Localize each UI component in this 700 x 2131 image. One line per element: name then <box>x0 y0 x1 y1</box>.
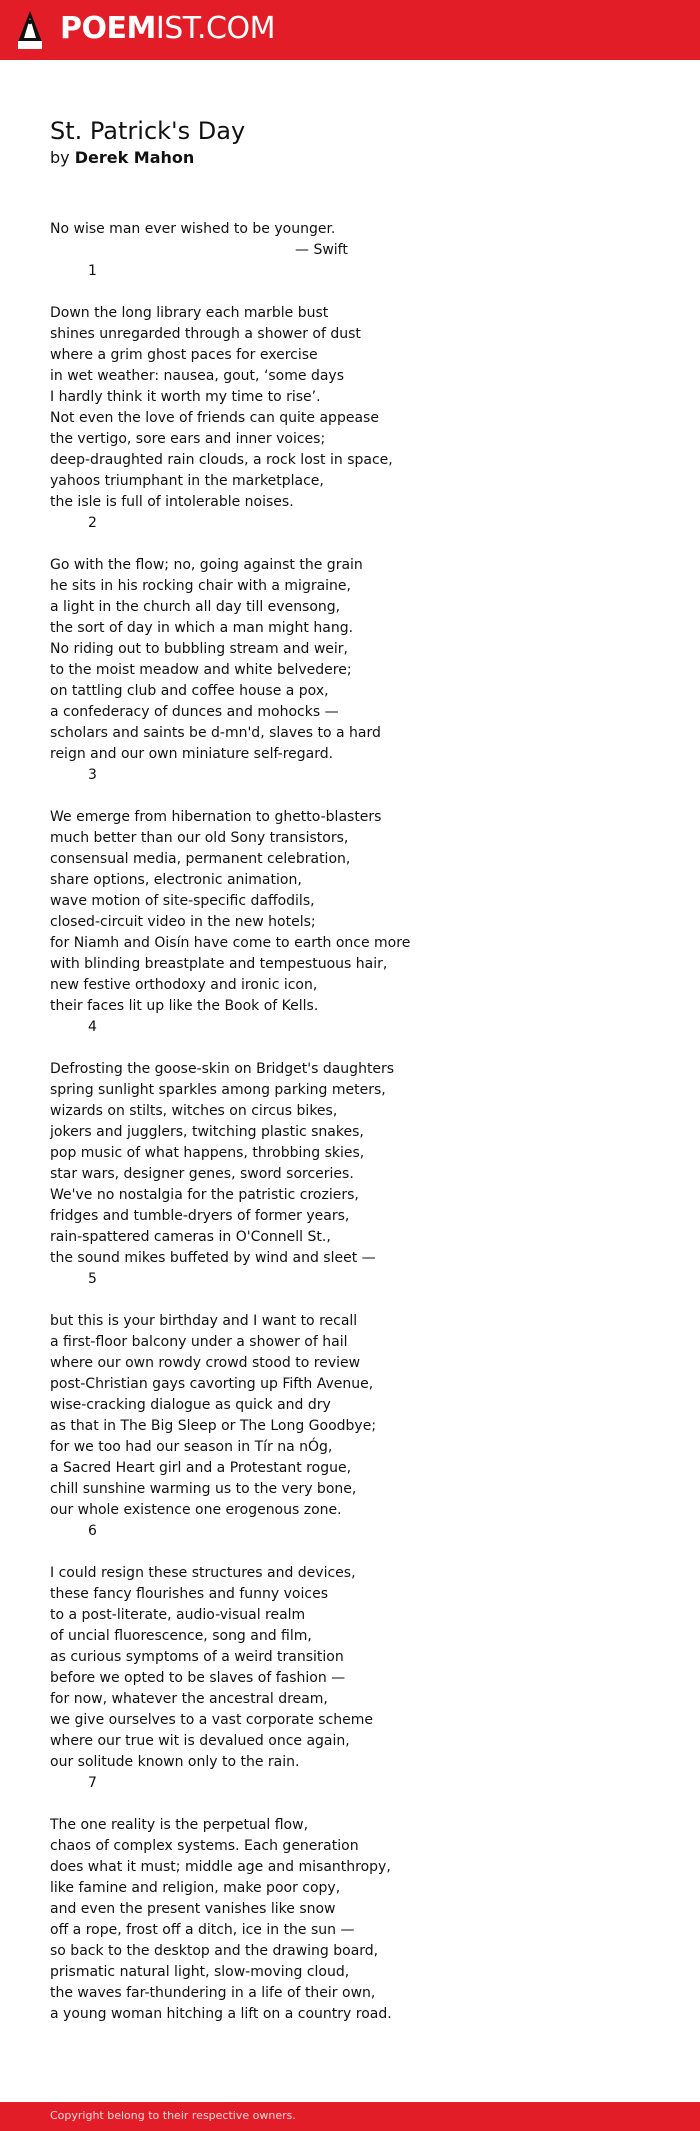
poem-line: I could resign these structures and devices, <box>50 1565 356 1581</box>
poem-line: Not even the love of friends can quite appease <box>50 410 379 426</box>
poem-line: We emerge from hibernation to ghetto-blasters <box>50 809 382 825</box>
site-logo-link[interactable] <box>60 11 275 47</box>
poem-line: wave motion of site-specific daffodils, <box>50 893 315 909</box>
poem-line: for we too had our season in Tír na nÓg, <box>50 1439 333 1455</box>
copyright-text: Copyright belong to their respective owners. <box>50 2109 296 2122</box>
poem-line: star wars, designer genes, sword sorceries. <box>50 1166 354 1182</box>
poem-line: new festive orthodoxy and ironic icon, <box>50 977 318 993</box>
stanza-spacer <box>50 282 610 303</box>
poem-line: as curious symptoms of a weird transition <box>50 1649 344 1665</box>
epigraph: No wise man ever wished to be younger. <box>50 221 336 237</box>
poem-line: their faces lit up like the Book of Kells. <box>50 998 319 1014</box>
poem-line: chill sunshine warming us to the very bone, <box>50 1481 357 1497</box>
stanza-spacer <box>50 1038 610 1059</box>
site-footer <box>0 2102 700 2131</box>
section-number: 4 <box>88 1019 97 1035</box>
section-number: 3 <box>88 767 97 783</box>
poem-line: and even the present vanishes like snow <box>50 1901 336 1917</box>
poem-line: before we opted to be slaves of fashion — <box>50 1670 346 1686</box>
poem-line: to the moist meadow and white belvedere; <box>50 662 352 678</box>
poem-title: St. Patrick's Day <box>50 117 246 145</box>
poem-line: our whole existence one erogenous zone. <box>50 1502 342 1518</box>
site-header <box>0 0 700 60</box>
poem-line: the sort of day in which a man might hang. <box>50 620 354 636</box>
poem-line: We've no nostalgia for the patristic croziers, <box>50 1187 359 1203</box>
poem-line: yahoos triumphant in the marketplace, <box>50 473 324 489</box>
pencil-nib-logo-icon[interactable] <box>16 10 44 50</box>
poem-line: on tattling club and coffee house a pox, <box>50 683 329 699</box>
stanza-spacer <box>50 1794 610 1815</box>
poem-line: The one reality is the perpetual flow, <box>50 1817 309 1833</box>
poem-line: a light in the church all day till evensong, <box>50 599 341 615</box>
poem-line: much better than our old Sony transistors, <box>50 830 349 846</box>
poem-line: a first-floor balcony under a shower of hail <box>50 1334 348 1350</box>
poem-line: where our own rowdy crowd stood to review <box>50 1355 361 1371</box>
poem-line: the vertigo, sore ears and inner voices; <box>50 431 326 447</box>
poem-line: does what it must; middle age and misanthropy, <box>50 1859 391 1875</box>
section-number: 6 <box>88 1523 97 1539</box>
poem-line: our solitude known only to the rain. <box>50 1754 300 1770</box>
poem-line: like famine and religion, make poor copy, <box>50 1880 341 1896</box>
poem-line: he sits in his rocking chair with a migraine, <box>50 578 351 594</box>
poem-line: for now, whatever the ancestral dream, <box>50 1691 328 1707</box>
poem-line: off a rope, frost off a ditch, ice in the sun — <box>50 1922 355 1938</box>
section-number: 1 <box>88 263 97 279</box>
poem-line: as that in The Big Sleep or The Long Goodbye; <box>50 1418 377 1434</box>
poem-line: a confederacy of dunces and mohocks — <box>50 704 339 720</box>
poem-line: wizards on stilts, witches on circus bikes, <box>50 1103 338 1119</box>
byline <box>50 147 194 169</box>
poem-line: a Sacred Heart girl and a Protestant rogue, <box>50 1460 352 1476</box>
section-number: 5 <box>88 1271 97 1287</box>
poem-line: the sound mikes buffeted by wind and sleet — <box>50 1250 376 1266</box>
poem-line: wise-cracking dialogue as quick and dry <box>50 1397 331 1413</box>
poem-line: prismatic natural light, slow-moving cloud, <box>50 1964 350 1980</box>
logo-text-light: IST.COM <box>155 11 275 46</box>
poem-line: the waves far-thundering in a life of their own, <box>50 1985 376 2001</box>
stanza-spacer <box>50 1542 610 1563</box>
section-number: 7 <box>88 1775 97 1791</box>
poem-line: of uncial fluorescence, song and film, <box>50 1628 312 1644</box>
poem-line: spring sunlight sparkles among parking meters, <box>50 1082 386 1098</box>
poem-line: No riding out to bubbling stream and weir, <box>50 641 348 657</box>
logo-text-bold: POEM <box>60 11 156 46</box>
author-name[interactable]: Derek Mahon <box>74 148 195 167</box>
poem-line: but this is your birthday and I want to recall <box>50 1313 358 1329</box>
poem-line: so back to the desktop and the drawing board, <box>50 1943 379 1959</box>
poem-line: Down the long library each marble bust <box>50 305 329 321</box>
poem-line: Go with the flow; no, going against the grain <box>50 557 363 573</box>
poem-line: jokers and jugglers, twitching plastic snakes, <box>50 1124 364 1140</box>
poem-line: to a post-literate, audio-visual realm <box>50 1607 306 1623</box>
poem-line: fridges and tumble-dryers of former years, <box>50 1208 350 1224</box>
poem-line: deep-draughted rain clouds, a rock lost in space, <box>50 452 393 468</box>
section-number: 2 <box>88 515 97 531</box>
poem-line: in wet weather: nausea, gout, ‘some days <box>50 368 344 384</box>
stanza-spacer <box>50 534 610 555</box>
poem-line: a young woman hitching a lift on a country road. <box>50 2006 392 2022</box>
poem-line: we give ourselves to a vast corporate scheme <box>50 1712 373 1728</box>
poem-line: the isle is full of intolerable noises. <box>50 494 294 510</box>
poem-line: I hardly think it worth my time to rise’. <box>50 389 321 405</box>
stanza-spacer <box>50 1290 610 1311</box>
poem-line: where our true wit is devalued once again, <box>50 1733 350 1749</box>
stanza-spacer <box>50 786 610 807</box>
poem-line: share options, electronic animation, <box>50 872 302 888</box>
poem-line: these fancy flourishes and funny voices <box>50 1586 328 1602</box>
poem-line: pop music of what happens, throbbing skies, <box>50 1145 365 1161</box>
poem-line: reign and our own miniature self-regard. <box>50 746 334 762</box>
poem-line: with blinding breastplate and tempestuous hair, <box>50 956 388 972</box>
poem-line: Defrosting the goose-skin on Bridget's daughters <box>50 1061 395 1077</box>
poem-line: chaos of complex systems. Each generation <box>50 1838 359 1854</box>
poem-body <box>50 219 610 2025</box>
poem-line: consensual media, permanent celebration, <box>50 851 351 867</box>
poem-line: for Niamh and Oisín have come to earth once more <box>50 935 411 951</box>
poem-line: shines unregarded through a shower of dust <box>50 326 361 342</box>
poem-line: post-Christian gays cavorting up Fifth Avenue, <box>50 1376 374 1392</box>
poem-line: where a grim ghost paces for exercise <box>50 347 318 363</box>
poem-line: rain-spattered cameras in O'Connell St., <box>50 1229 331 1245</box>
poem-line: closed-circuit video in the new hotels; <box>50 914 316 930</box>
poem-line: scholars and saints be d-mn'd, slaves to a hard <box>50 725 381 741</box>
byline-prefix: by <box>50 148 70 167</box>
epigraph-attribution: — Swift <box>295 242 348 258</box>
